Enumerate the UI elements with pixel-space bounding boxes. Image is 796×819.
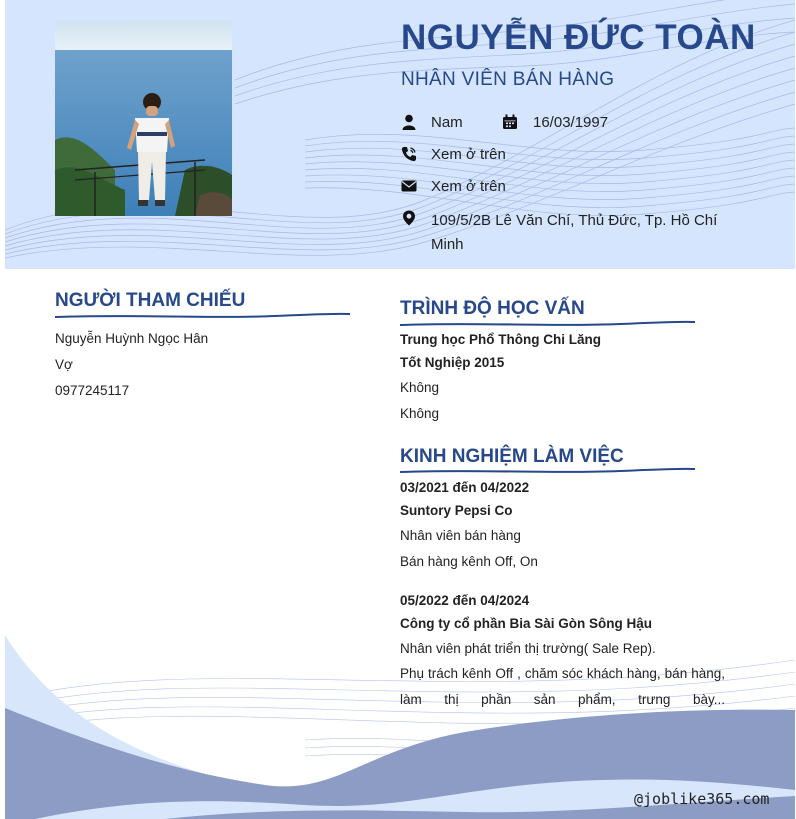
job-description: Bán hàng kênh Off, On (400, 554, 538, 569)
candidate-name: NGUYỄN ĐỨC TOÀN (401, 18, 756, 57)
job-company: Công ty cổ phần Bia Sài Gòn Sông Hậu (400, 616, 653, 631)
phone-value: Xem ở trên (431, 146, 506, 163)
job-description: Phụ trách kênh Off , chăm sóc khách hàng, bán hàng, làm thị phần sản phẩm, trưng bày... (400, 666, 725, 707)
email-value: Xem ở trên (431, 178, 506, 195)
education-title-underline (400, 319, 695, 329)
user-icon (401, 114, 417, 130)
education-line-1: Không (400, 380, 440, 395)
envelope-icon (401, 178, 417, 194)
birthdate-value: 16/03/1997 (533, 114, 609, 131)
job-role: Nhân viên bán hàng (400, 528, 521, 543)
profile-photo (55, 20, 232, 216)
job-company: Suntory Pepsi Co (400, 503, 513, 518)
reference-relation: Vợ (55, 357, 73, 372)
phone-icon (401, 146, 417, 162)
candidate-position: NHÂN VIÊN BÁN HÀNG (401, 69, 615, 90)
job-period: 05/2022 đến 04/2024 (400, 593, 530, 608)
education-graduation: Tốt Nghiệp 2015 (400, 355, 505, 370)
cv-header (5, 0, 795, 269)
experience-title-underline (400, 466, 695, 476)
cv-page (5, 0, 795, 819)
reference-section-title: NGƯỜI THAM CHIẾU (55, 290, 246, 311)
experience-section-title: KINH NGHIỆM LÀM VIỆC (400, 446, 624, 467)
address-value: 109/5/2B Lê Văn Chí, Thủ Đức, Tp. Hồ Chí Minh (431, 212, 718, 253)
education-line-2: Không (400, 406, 440, 421)
footer-credit: @joblike365.com (634, 790, 770, 808)
job-role: Nhân viên phát triển thị trường( Sale Rep). (400, 641, 656, 656)
education-section-title: TRÌNH ĐỘ HỌC VẤN (400, 298, 585, 319)
reference-phone: 0977245117 (55, 383, 130, 398)
calendar-icon (502, 114, 518, 130)
map-pin-icon (401, 210, 417, 226)
education-school: Trung học Phổ Thông Chi Lăng (400, 332, 601, 347)
reference-name: Nguyễn Huỳnh Ngọc Hân (55, 331, 209, 346)
gender-value: Nam (431, 114, 463, 131)
reference-title-underline (55, 311, 350, 321)
job-period: 03/2021 đến 04/2022 (400, 480, 530, 495)
